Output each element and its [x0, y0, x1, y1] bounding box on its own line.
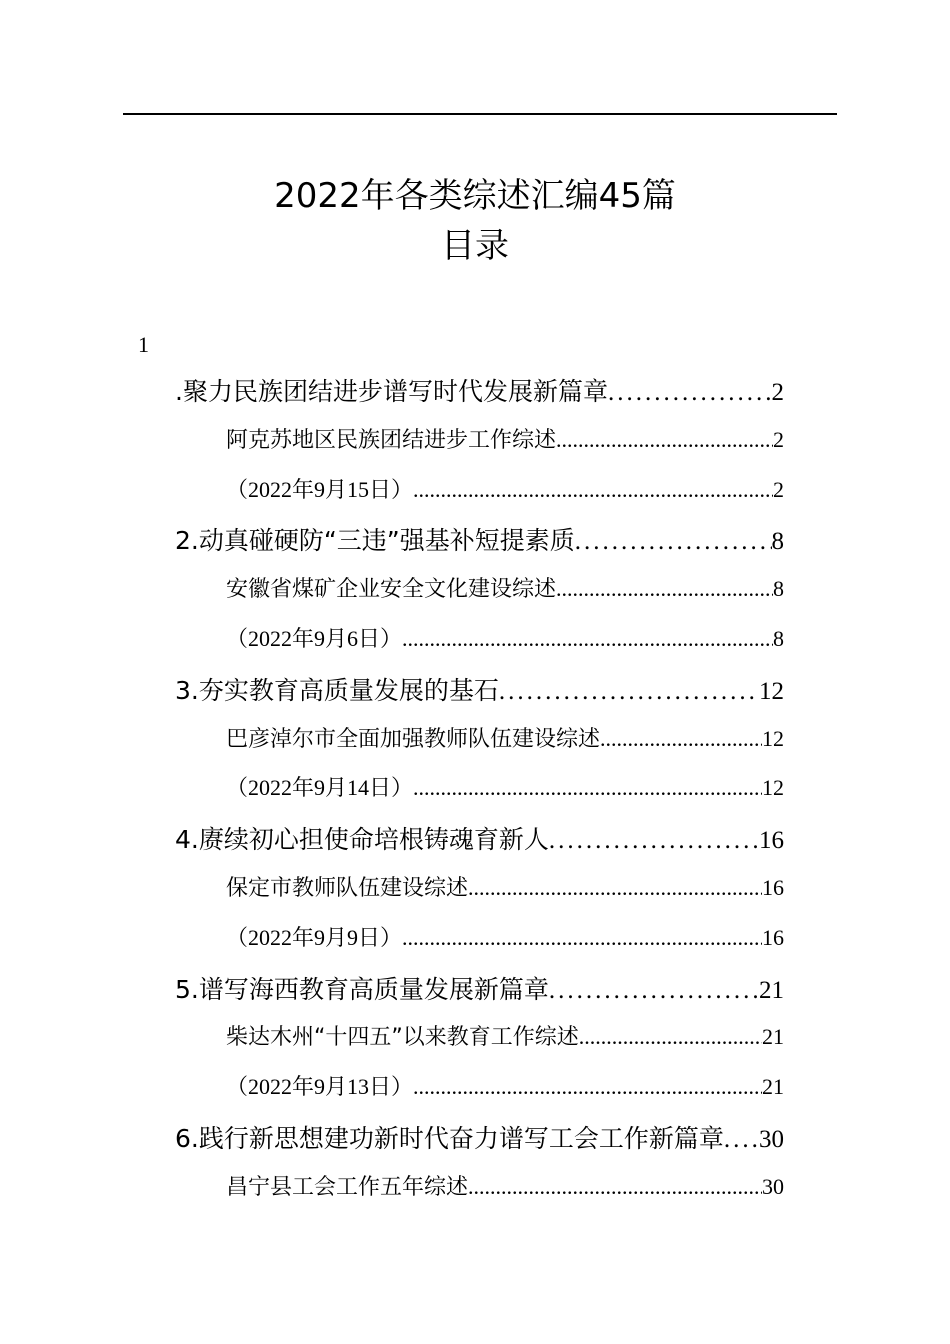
toc-entry-page: 30: [762, 1173, 784, 1199]
toc-leader-dots: [556, 422, 773, 458]
toc-entry-page: 16: [762, 924, 784, 950]
toc-entry[interactable]: [226, 721, 784, 758]
toc-entry-page: 8: [773, 576, 784, 602]
toc-heading: 目录: [441, 226, 509, 266]
toc-entry[interactable]: [175, 820, 784, 861]
toc-entry[interactable]: [226, 920, 784, 956]
toc-entry-title: 3.夯实教育高质量发展的基石: [175, 675, 499, 705]
toc-entry-title: 昌宁县工会工作五年综述: [226, 1174, 469, 1200]
toc-entry-page: 2: [773, 426, 784, 452]
toc-entry-title: 保定市教师队伍建设综述: [226, 876, 469, 901]
toc-leader-dots: [556, 571, 773, 607]
toc-entry-page: 12: [759, 677, 784, 705]
toc-entry[interactable]: [226, 1069, 784, 1105]
toc-entry-page: 12: [762, 775, 784, 801]
toc-entry[interactable]: [175, 1119, 784, 1160]
toc-entry-title: 阿克苏地区民族团结进步工作综述: [226, 427, 557, 453]
toc-entry-page: 8: [773, 626, 784, 651]
toc-leader-dots: [608, 373, 772, 413]
toc-entry-page: 21: [759, 976, 784, 1004]
toc-entry[interactable]: [226, 621, 784, 657]
toc-leader-dots: [499, 672, 759, 712]
toc-entry-title: （2022年9月13日）: [226, 1074, 414, 1100]
toc-entry-page: 2: [773, 476, 784, 502]
toc-leader-dots: [468, 870, 762, 906]
toc-entry-page: 8: [771, 528, 784, 556]
toc-leader-dots: [402, 920, 762, 956]
toc-entry-title: 4.赓续初心担使命培根铸魂育新人: [175, 825, 549, 855]
toc-entry[interactable]: [226, 472, 784, 508]
toc-entry-title: 5.谱写海西教育高质量发展新篇章: [175, 974, 549, 1004]
toc-entry[interactable]: [226, 1169, 784, 1206]
toc-entry-page: 21: [762, 1024, 784, 1050]
toc-entry[interactable]: [175, 372, 784, 413]
header-rule: [123, 113, 837, 115]
toc-entry-title: （2022年9月14日）: [226, 775, 414, 801]
toc-leader-dots: [579, 1019, 762, 1055]
toc-leader-dots: [413, 1069, 762, 1105]
toc-entry[interactable]: [226, 422, 784, 459]
toc-leader-dots: [549, 821, 759, 861]
toc-entry-title: 柴达木州“十四五”以来教育工作综述: [226, 1025, 579, 1051]
toc-entry[interactable]: [226, 1019, 784, 1056]
toc-entry-title: （2022年9月6日）: [226, 626, 403, 651]
toc-leader-dots: [468, 1169, 762, 1205]
toc-entry-title: 巴彦淖尔市全面加强教师队伍建设综述: [226, 726, 601, 752]
toc-entry-title: .聚力民族团结进步谱写时代发展新篇章: [175, 377, 608, 406]
toc-entry[interactable]: [226, 870, 784, 907]
toc-entry[interactable]: [175, 671, 784, 712]
toc-leader-dots: [575, 522, 772, 562]
toc-entry-title: 安徽省煤矿企业安全文化建设综述: [226, 577, 557, 603]
toc-entry-title: （2022年9月9日）: [226, 924, 403, 950]
toc-entry-page: 30: [759, 1126, 784, 1153]
document-title: 2022年各类综述汇编45篇: [274, 176, 676, 216]
toc-entry-page: 21: [762, 1074, 784, 1100]
toc-entry-title: 6.践行新思想建功新时代奋力谱写工会工作新篇章: [175, 1124, 724, 1153]
toc-entry-page: 16: [759, 827, 784, 855]
toc-leader-dots: [413, 472, 773, 508]
toc-entry-page: 16: [762, 875, 784, 900]
toc-entry[interactable]: [226, 770, 784, 806]
toc-entry-page: 2: [771, 379, 784, 406]
toc-leader-dots: [402, 621, 773, 657]
toc-leader-dots: [549, 971, 759, 1011]
section-number: 1: [138, 332, 149, 357]
toc-entry-title: 2.动真碰硬防“三违”强基补短提素质: [175, 526, 575, 556]
toc-entry[interactable]: [175, 970, 784, 1011]
toc-leader-dots: [724, 1120, 759, 1160]
toc-entry-title: （2022年9月15日）: [226, 476, 414, 502]
toc-leader-dots: [600, 721, 762, 757]
toc-entry-page: 12: [762, 725, 784, 751]
toc-entry[interactable]: [226, 571, 784, 608]
toc-entry[interactable]: [175, 521, 784, 562]
toc-leader-dots: [413, 770, 762, 806]
